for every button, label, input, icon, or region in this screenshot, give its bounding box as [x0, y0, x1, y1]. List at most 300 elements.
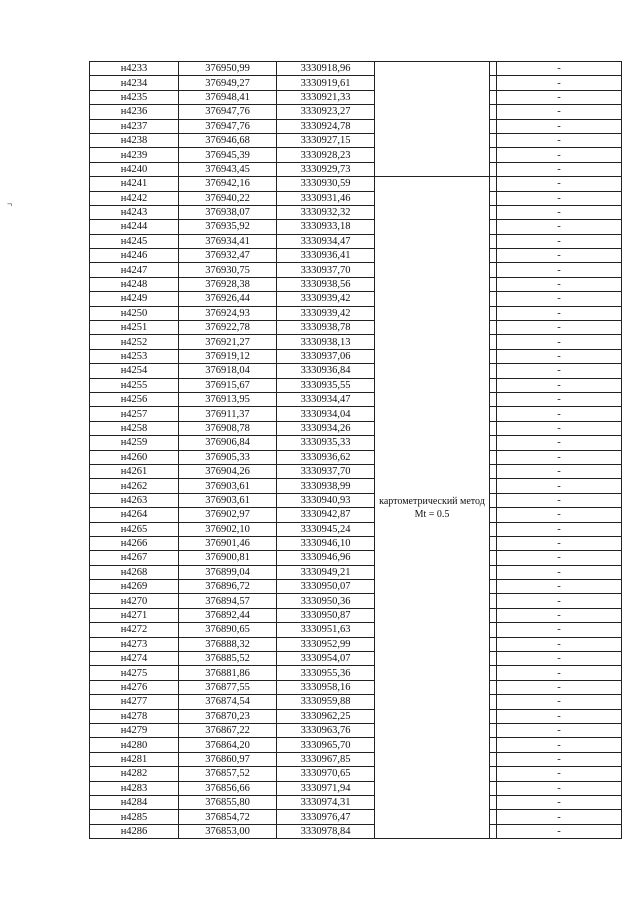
- value-cell: -: [497, 205, 622, 219]
- value-cell: -: [497, 479, 622, 493]
- table-row: [90, 162, 622, 176]
- spacer-cell: [490, 177, 497, 191]
- table-row: [90, 493, 622, 507]
- y-coordinate-cell: 3330967,85: [277, 752, 375, 766]
- point-id-cell: н4283: [90, 781, 179, 795]
- y-coordinate-cell: 3330923,27: [277, 105, 375, 119]
- spacer-cell: [490, 810, 497, 824]
- y-coordinate-cell: 3330970,65: [277, 767, 375, 781]
- y-coordinate-cell: 3330934,26: [277, 421, 375, 435]
- table-row: [90, 335, 622, 349]
- table-row: [90, 666, 622, 680]
- method-cell: картометрический метод Mt = 0.5: [375, 177, 490, 839]
- y-coordinate-cell: 3330937,70: [277, 263, 375, 277]
- x-coordinate-cell: 376915,67: [179, 378, 277, 392]
- spacer-cell: [490, 162, 497, 176]
- table-row: [90, 709, 622, 723]
- point-id-cell: н4238: [90, 133, 179, 147]
- x-coordinate-cell: 376902,10: [179, 522, 277, 536]
- spacer-cell: [490, 637, 497, 651]
- x-coordinate-cell: 376903,61: [179, 479, 277, 493]
- x-coordinate-cell: 376938,07: [179, 205, 277, 219]
- method-cell-empty: [375, 62, 490, 177]
- table-row: [90, 767, 622, 781]
- y-coordinate-cell: 3330931,46: [277, 191, 375, 205]
- y-coordinate-cell: 3330919,61: [277, 76, 375, 90]
- table-row: [90, 421, 622, 435]
- spacer-cell: [490, 508, 497, 522]
- table-row: [90, 594, 622, 608]
- value-cell: -: [497, 162, 622, 176]
- y-coordinate-cell: 3330934,04: [277, 407, 375, 421]
- y-coordinate-cell: 3330946,96: [277, 551, 375, 565]
- point-id-cell: н4256: [90, 392, 179, 406]
- value-cell: -: [497, 148, 622, 162]
- value-cell: -: [497, 220, 622, 234]
- point-id-cell: н4276: [90, 680, 179, 694]
- value-cell: -: [497, 335, 622, 349]
- spacer-cell: [490, 723, 497, 737]
- x-coordinate-cell: 376911,37: [179, 407, 277, 421]
- spacer-cell: [490, 263, 497, 277]
- spacer-cell: [490, 191, 497, 205]
- point-id-cell: н4242: [90, 191, 179, 205]
- spacer-cell: [490, 652, 497, 666]
- table-row: [90, 148, 622, 162]
- x-coordinate-cell: 376896,72: [179, 580, 277, 594]
- x-coordinate-cell: 376930,75: [179, 263, 277, 277]
- value-cell: -: [497, 364, 622, 378]
- table-row: [90, 76, 622, 90]
- table-row: [90, 177, 622, 191]
- table-row: [90, 580, 622, 594]
- x-coordinate-cell: 376947,76: [179, 105, 277, 119]
- point-id-cell: н4245: [90, 234, 179, 248]
- point-id-cell: н4249: [90, 292, 179, 306]
- y-coordinate-cell: 3330940,93: [277, 493, 375, 507]
- point-id-cell: н4270: [90, 594, 179, 608]
- x-coordinate-cell: 376899,04: [179, 565, 277, 579]
- x-coordinate-cell: 376926,44: [179, 292, 277, 306]
- y-coordinate-cell: 3330976,47: [277, 810, 375, 824]
- y-coordinate-cell: 3330938,78: [277, 321, 375, 335]
- table-row: [90, 522, 622, 536]
- x-coordinate-cell: 376874,54: [179, 695, 277, 709]
- value-cell: -: [497, 810, 622, 824]
- value-cell: -: [497, 249, 622, 263]
- table-row: [90, 536, 622, 550]
- x-coordinate-cell: 376913,95: [179, 392, 277, 406]
- x-coordinate-cell: 376855,80: [179, 795, 277, 809]
- y-coordinate-cell: 3330946,10: [277, 536, 375, 550]
- x-coordinate-cell: 376864,20: [179, 738, 277, 752]
- y-coordinate-cell: 3330932,32: [277, 205, 375, 219]
- spacer-cell: [490, 205, 497, 219]
- y-coordinate-cell: 3330938,56: [277, 277, 375, 291]
- table-row: [90, 205, 622, 219]
- y-coordinate-cell: 3330945,24: [277, 522, 375, 536]
- spacer-cell: [490, 479, 497, 493]
- point-id-cell: н4252: [90, 335, 179, 349]
- y-coordinate-cell: 3330930,59: [277, 177, 375, 191]
- point-id-cell: н4262: [90, 479, 179, 493]
- x-coordinate-cell: 376924,93: [179, 306, 277, 320]
- point-id-cell: н4273: [90, 637, 179, 651]
- x-coordinate-cell: 376918,04: [179, 364, 277, 378]
- table-row: [90, 824, 622, 838]
- table-row: [90, 306, 622, 320]
- x-coordinate-cell: 376901,46: [179, 536, 277, 550]
- point-id-cell: н4272: [90, 623, 179, 637]
- spacer-cell: [490, 551, 497, 565]
- spacer-cell: [490, 695, 497, 709]
- spacer-cell: [490, 407, 497, 421]
- value-cell: -: [497, 738, 622, 752]
- value-cell: -: [497, 781, 622, 795]
- point-id-cell: н4268: [90, 565, 179, 579]
- table-row: [90, 680, 622, 694]
- spacer-cell: [490, 795, 497, 809]
- value-cell: -: [497, 723, 622, 737]
- y-coordinate-cell: 3330950,36: [277, 594, 375, 608]
- point-id-cell: н4260: [90, 450, 179, 464]
- table-row: [90, 623, 622, 637]
- value-cell: -: [497, 450, 622, 464]
- y-coordinate-cell: 3330924,78: [277, 119, 375, 133]
- spacer-cell: [490, 767, 497, 781]
- x-coordinate-cell: 376932,47: [179, 249, 277, 263]
- spacer-cell: [490, 450, 497, 464]
- value-cell: -: [497, 824, 622, 838]
- margin-mark: ¬: [7, 199, 13, 209]
- y-coordinate-cell: 3330971,94: [277, 781, 375, 795]
- y-coordinate-cell: 3330929,73: [277, 162, 375, 176]
- point-id-cell: н4259: [90, 436, 179, 450]
- point-id-cell: н4284: [90, 795, 179, 809]
- coordinates-sheet: [89, 61, 622, 839]
- point-id-cell: н4239: [90, 148, 179, 162]
- y-coordinate-cell: 3330936,41: [277, 249, 375, 263]
- x-coordinate-cell: 376890,65: [179, 623, 277, 637]
- value-cell: -: [497, 234, 622, 248]
- x-coordinate-cell: 376934,41: [179, 234, 277, 248]
- spacer-cell: [490, 565, 497, 579]
- value-cell: -: [497, 637, 622, 651]
- x-coordinate-cell: 376908,78: [179, 421, 277, 435]
- table-row: [90, 450, 622, 464]
- spacer-cell: [490, 580, 497, 594]
- point-id-cell: н4253: [90, 349, 179, 363]
- table-row: [90, 191, 622, 205]
- y-coordinate-cell: 3330935,55: [277, 378, 375, 392]
- value-cell: -: [497, 594, 622, 608]
- point-id-cell: н4237: [90, 119, 179, 133]
- spacer-cell: [490, 421, 497, 435]
- value-cell: -: [497, 191, 622, 205]
- spacer-cell: [490, 234, 497, 248]
- point-id-cell: н4246: [90, 249, 179, 263]
- value-cell: -: [497, 105, 622, 119]
- point-id-cell: н4271: [90, 608, 179, 622]
- value-cell: -: [497, 133, 622, 147]
- point-id-cell: н4277: [90, 695, 179, 709]
- table-row: [90, 637, 622, 651]
- table-row: [90, 810, 622, 824]
- table-row: [90, 249, 622, 263]
- table-row: [90, 695, 622, 709]
- point-id-cell: н4285: [90, 810, 179, 824]
- table-row: [90, 321, 622, 335]
- table-row: [90, 407, 622, 421]
- y-coordinate-cell: 3330935,33: [277, 436, 375, 450]
- point-id-cell: н4244: [90, 220, 179, 234]
- table-row: [90, 263, 622, 277]
- y-coordinate-cell: 3330950,87: [277, 608, 375, 622]
- point-id-cell: н4243: [90, 205, 179, 219]
- coordinates-table-body: [90, 62, 622, 839]
- x-coordinate-cell: 376940,22: [179, 191, 277, 205]
- table-row: [90, 378, 622, 392]
- y-coordinate-cell: 3330965,70: [277, 738, 375, 752]
- table-row: [90, 652, 622, 666]
- x-coordinate-cell: 376947,76: [179, 119, 277, 133]
- x-coordinate-cell: 376877,55: [179, 680, 277, 694]
- point-id-cell: н4269: [90, 580, 179, 594]
- point-id-cell: н4267: [90, 551, 179, 565]
- x-coordinate-cell: 376949,27: [179, 76, 277, 90]
- value-cell: -: [497, 321, 622, 335]
- spacer-cell: [490, 105, 497, 119]
- x-coordinate-cell: 376945,39: [179, 148, 277, 162]
- table-row: [90, 738, 622, 752]
- x-coordinate-cell: 376942,16: [179, 177, 277, 191]
- x-coordinate-cell: 376921,27: [179, 335, 277, 349]
- x-coordinate-cell: 376906,84: [179, 436, 277, 450]
- point-id-cell: н4275: [90, 666, 179, 680]
- spacer-cell: [490, 436, 497, 450]
- spacer-cell: [490, 752, 497, 766]
- value-cell: -: [497, 177, 622, 191]
- point-id-cell: н4236: [90, 105, 179, 119]
- spacer-cell: [490, 90, 497, 104]
- x-coordinate-cell: 376948,41: [179, 90, 277, 104]
- table-row: [90, 436, 622, 450]
- table-row: [90, 119, 622, 133]
- point-id-cell: н4233: [90, 62, 179, 76]
- table-row: [90, 220, 622, 234]
- spacer-cell: [490, 824, 497, 838]
- value-cell: -: [497, 565, 622, 579]
- value-cell: -: [497, 306, 622, 320]
- point-id-cell: н4235: [90, 90, 179, 104]
- value-cell: -: [497, 277, 622, 291]
- value-cell: -: [497, 90, 622, 104]
- y-coordinate-cell: 3330928,23: [277, 148, 375, 162]
- table-row: [90, 90, 622, 104]
- value-cell: -: [497, 292, 622, 306]
- table-row: [90, 608, 622, 622]
- point-id-cell: н4280: [90, 738, 179, 752]
- value-cell: -: [497, 62, 622, 76]
- point-id-cell: н4286: [90, 824, 179, 838]
- spacer-cell: [490, 709, 497, 723]
- point-id-cell: н4278: [90, 709, 179, 723]
- y-coordinate-cell: 3330938,13: [277, 335, 375, 349]
- value-cell: -: [497, 263, 622, 277]
- spacer-cell: [490, 594, 497, 608]
- table-row: [90, 479, 622, 493]
- table-row: [90, 752, 622, 766]
- table-row: [90, 565, 622, 579]
- spacer-cell: [490, 62, 497, 76]
- point-id-cell: н4274: [90, 652, 179, 666]
- table-row: [90, 349, 622, 363]
- table-row: [90, 62, 622, 76]
- spacer-cell: [490, 349, 497, 363]
- y-coordinate-cell: 3330939,42: [277, 306, 375, 320]
- table-row: [90, 392, 622, 406]
- table-row: [90, 234, 622, 248]
- spacer-cell: [490, 392, 497, 406]
- y-coordinate-cell: 3330949,21: [277, 565, 375, 579]
- value-cell: -: [497, 580, 622, 594]
- value-cell: -: [497, 652, 622, 666]
- spacer-cell: [490, 781, 497, 795]
- y-coordinate-cell: 3330938,99: [277, 479, 375, 493]
- y-coordinate-cell: 3330952,99: [277, 637, 375, 651]
- x-coordinate-cell: 376900,81: [179, 551, 277, 565]
- y-coordinate-cell: 3330939,42: [277, 292, 375, 306]
- y-coordinate-cell: 3330958,16: [277, 680, 375, 694]
- x-coordinate-cell: 376902,97: [179, 508, 277, 522]
- y-coordinate-cell: 3330918,96: [277, 62, 375, 76]
- value-cell: -: [497, 493, 622, 507]
- spacer-cell: [490, 464, 497, 478]
- spacer-cell: [490, 680, 497, 694]
- table-row: [90, 551, 622, 565]
- spacer-cell: [490, 335, 497, 349]
- x-coordinate-cell: 376854,72: [179, 810, 277, 824]
- x-coordinate-cell: 376867,22: [179, 723, 277, 737]
- spacer-cell: [490, 666, 497, 680]
- spacer-cell: [490, 608, 497, 622]
- point-id-cell: н4254: [90, 364, 179, 378]
- table-row: [90, 277, 622, 291]
- x-coordinate-cell: 376894,57: [179, 594, 277, 608]
- point-id-cell: н4281: [90, 752, 179, 766]
- y-coordinate-cell: 3330962,25: [277, 709, 375, 723]
- value-cell: -: [497, 349, 622, 363]
- point-id-cell: н4251: [90, 321, 179, 335]
- value-cell: -: [497, 767, 622, 781]
- x-coordinate-cell: 376892,44: [179, 608, 277, 622]
- spacer-cell: [490, 249, 497, 263]
- point-id-cell: н4248: [90, 277, 179, 291]
- x-coordinate-cell: 376905,33: [179, 450, 277, 464]
- spacer-cell: [490, 738, 497, 752]
- value-cell: -: [497, 623, 622, 637]
- spacer-cell: [490, 220, 497, 234]
- y-coordinate-cell: 3330974,31: [277, 795, 375, 809]
- table-row: [90, 508, 622, 522]
- spacer-cell: [490, 133, 497, 147]
- x-coordinate-cell: 376885,52: [179, 652, 277, 666]
- point-id-cell: н4255: [90, 378, 179, 392]
- spacer-cell: [490, 623, 497, 637]
- spacer-cell: [490, 378, 497, 392]
- value-cell: -: [497, 795, 622, 809]
- x-coordinate-cell: 376853,00: [179, 824, 277, 838]
- y-coordinate-cell: 3330951,63: [277, 623, 375, 637]
- x-coordinate-cell: 376935,92: [179, 220, 277, 234]
- x-coordinate-cell: 376950,99: [179, 62, 277, 76]
- point-id-cell: н4282: [90, 767, 179, 781]
- value-cell: -: [497, 551, 622, 565]
- spacer-cell: [490, 119, 497, 133]
- point-id-cell: н4265: [90, 522, 179, 536]
- value-cell: -: [497, 522, 622, 536]
- coordinates-table: [89, 61, 622, 839]
- point-id-cell: н4258: [90, 421, 179, 435]
- table-row: [90, 464, 622, 478]
- y-coordinate-cell: 3330955,36: [277, 666, 375, 680]
- spacer-cell: [490, 148, 497, 162]
- point-id-cell: н4257: [90, 407, 179, 421]
- y-coordinate-cell: 3330963,76: [277, 723, 375, 737]
- spacer-cell: [490, 536, 497, 550]
- value-cell: -: [497, 76, 622, 90]
- point-id-cell: н4263: [90, 493, 179, 507]
- value-cell: -: [497, 695, 622, 709]
- point-id-cell: н4250: [90, 306, 179, 320]
- value-cell: -: [497, 508, 622, 522]
- value-cell: -: [497, 119, 622, 133]
- x-coordinate-cell: 376857,52: [179, 767, 277, 781]
- value-cell: -: [497, 392, 622, 406]
- y-coordinate-cell: 3330959,88: [277, 695, 375, 709]
- y-coordinate-cell: 3330978,84: [277, 824, 375, 838]
- y-coordinate-cell: 3330942,87: [277, 508, 375, 522]
- value-cell: -: [497, 421, 622, 435]
- y-coordinate-cell: 3330933,18: [277, 220, 375, 234]
- point-id-cell: н4247: [90, 263, 179, 277]
- x-coordinate-cell: 376860,97: [179, 752, 277, 766]
- y-coordinate-cell: 3330936,84: [277, 364, 375, 378]
- spacer-cell: [490, 306, 497, 320]
- point-id-cell: н4241: [90, 177, 179, 191]
- value-cell: -: [497, 407, 622, 421]
- value-cell: -: [497, 680, 622, 694]
- x-coordinate-cell: 376888,32: [179, 637, 277, 651]
- spacer-cell: [490, 493, 497, 507]
- value-cell: -: [497, 666, 622, 680]
- spacer-cell: [490, 277, 497, 291]
- y-coordinate-cell: 3330950,07: [277, 580, 375, 594]
- value-cell: -: [497, 709, 622, 723]
- y-coordinate-cell: 3330934,47: [277, 392, 375, 406]
- value-cell: -: [497, 464, 622, 478]
- table-row: [90, 781, 622, 795]
- table-row: [90, 364, 622, 378]
- x-coordinate-cell: 376881,86: [179, 666, 277, 680]
- spacer-cell: [490, 292, 497, 306]
- table-row: [90, 795, 622, 809]
- x-coordinate-cell: 376928,38: [179, 277, 277, 291]
- spacer-cell: [490, 364, 497, 378]
- x-coordinate-cell: 376922,78: [179, 321, 277, 335]
- y-coordinate-cell: 3330927,15: [277, 133, 375, 147]
- y-coordinate-cell: 3330936,62: [277, 450, 375, 464]
